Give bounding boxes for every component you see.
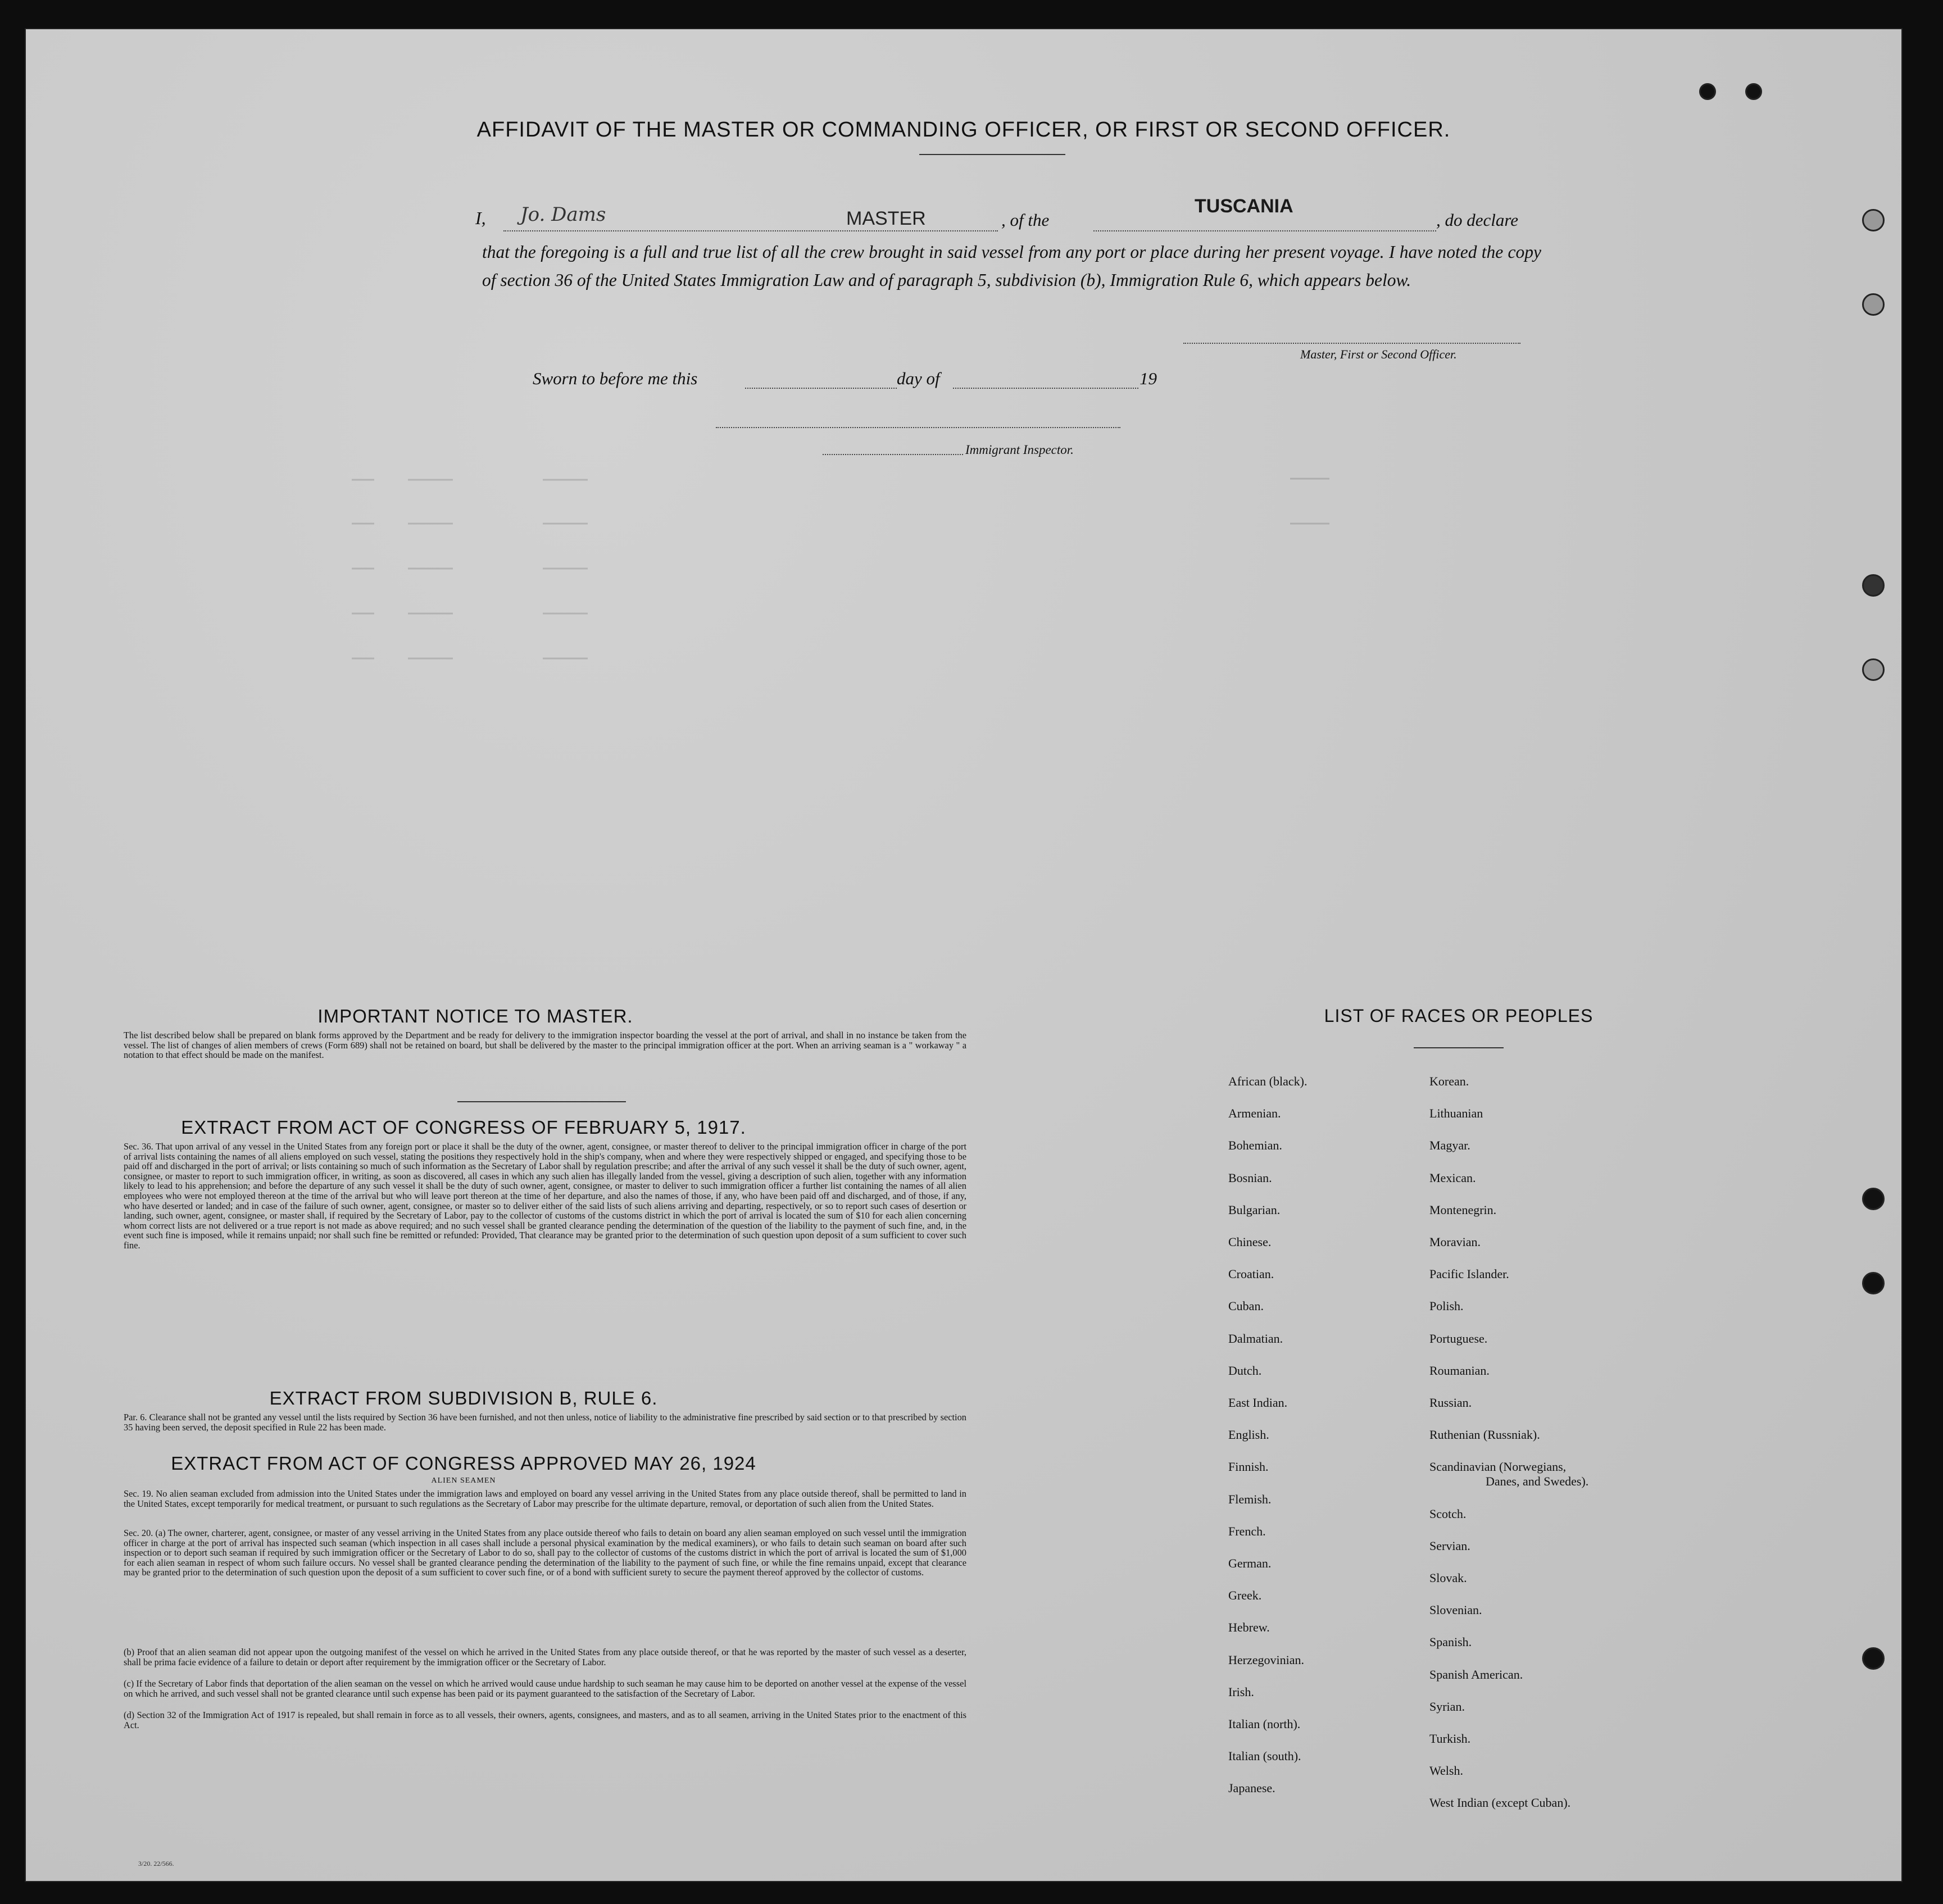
race-item-right: Portuguese. xyxy=(1429,1331,1488,1346)
binder-hole xyxy=(1862,209,1885,231)
binder-hole xyxy=(1745,83,1762,100)
race-item-left: Armenian. xyxy=(1228,1106,1281,1121)
race-item-right: Turkish. xyxy=(1429,1732,1471,1746)
do-declare-label: , do declare xyxy=(1436,210,1519,230)
race-item-left: Japanese. xyxy=(1228,1781,1275,1796)
extract-1917-title: EXTRACT FROM ACT OF CONGRESS OF FEBRUARY 5, 1917. xyxy=(181,1117,746,1138)
extract-1924-sec20a: Sec. 20. (a) The owner, charterer, agent, consignee, or master of any vessel arriving in the United States from any place outside thereof who fails to detain on board any alien seaman employed on such vessel until the immigration officer in charge at the port of arrival has inspected such seaman (which inspection in all cases shall include a personal physical examination by the medical examiners), or who fails to detain such seaman on board after such inspection or to deport such seaman if required by such immigration officer or the Secretary of Labor to do so, shall pay to the collector of customs of the customs district in which the port of arrival is located the sum of $1,000 for each alien seaman in respect of whom such failure occurs. No vessel shall be granted clearance pending the determination of the liability to the payment of such fine, or while the fine remains unpaid, except that clearance may be granted prior to the determination of such question upon the deposit of a sum sufficient to cover such fine, or of a bond with sufficient surety to secure the payment thereof approved by the collector of customs. xyxy=(124,1528,966,1578)
binder-hole xyxy=(1862,1272,1885,1294)
race-item-right: Scotch. xyxy=(1429,1506,1467,1521)
race-item-left: Dutch. xyxy=(1228,1363,1262,1378)
sworn-day-line xyxy=(745,388,897,389)
race-item-right: Scandinavian (Norwegians, xyxy=(1429,1460,1567,1474)
binder-hole xyxy=(1862,658,1885,681)
signer-caption: Master, First or Second Officer. xyxy=(1300,347,1457,361)
inspector-caption: Immigrant Inspector. xyxy=(965,443,1074,457)
inspector-line-upper xyxy=(716,427,1120,428)
race-item-left: Dalmatian. xyxy=(1228,1331,1283,1346)
race-item-left: English. xyxy=(1228,1428,1269,1442)
race-item-right: Syrian. xyxy=(1429,1699,1465,1714)
race-item-right: Lithuanian xyxy=(1429,1106,1483,1121)
race-item-right: Mexican. xyxy=(1429,1170,1476,1185)
race-item-right: Montenegrin. xyxy=(1429,1202,1497,1217)
race-item-right: Ruthenian (Russniak). xyxy=(1429,1428,1540,1442)
race-item-left: East Indian. xyxy=(1228,1396,1288,1410)
binder-hole xyxy=(1862,1647,1885,1670)
vessel-line xyxy=(1093,230,1436,231)
race-item-left: Bulgarian. xyxy=(1228,1202,1281,1217)
race-item-right: Spanish American. xyxy=(1429,1667,1523,1682)
of-the-label: , of the xyxy=(1001,210,1050,230)
extract-rule6-title: EXTRACT FROM SUBDIVISION B, RULE 6. xyxy=(269,1388,658,1408)
extract-1924-sec20b: (b) Proof that an alien seaman did not appear upon the outgoing manifest of the vessel on which he arrived in the United States from any place outside thereof, or that he was reported by the master of such vessel as a deserter, shall be prima facie evidence of a failure to detain or deport after requirement by the immigration officer or the Secretary of Labor. xyxy=(124,1647,966,1667)
race-item-left: Italian (south). xyxy=(1228,1749,1301,1764)
form-code: 3/20. 22/566. xyxy=(138,1860,174,1867)
affidavit-body: that the foregoing is a full and true list of all the crew brought in said vessel from any port or place during her present voyage. I have noted the copy of section 36 of the United States Immigration Law and of paragraph 5, subdivision (b), Immigration Rule 6, which appears below. xyxy=(482,242,1541,290)
race-item-right: Russian. xyxy=(1429,1396,1472,1410)
race-item-right: Moravian. xyxy=(1429,1235,1481,1249)
race-item-left: Bohemian. xyxy=(1228,1138,1282,1153)
race-item-left: Irish. xyxy=(1228,1684,1254,1699)
race-item-left: German. xyxy=(1228,1556,1272,1570)
binder-hole xyxy=(1699,83,1716,100)
race-item-right: Slovak. xyxy=(1429,1571,1467,1585)
race-item-left: Finnish. xyxy=(1228,1460,1269,1474)
extract-1924-title: EXTRACT FROM ACT OF CONGRESS APPROVED MAY 26, 1924 xyxy=(171,1453,756,1474)
name-line xyxy=(503,230,998,231)
day-of-label: day of xyxy=(897,369,940,388)
title-rule xyxy=(919,154,1065,155)
extract-1924-subtitle: ALIEN SEAMEN xyxy=(431,1476,496,1485)
race-item-right: Spanish. xyxy=(1429,1635,1472,1649)
binder-hole xyxy=(1862,1188,1885,1210)
race-item-right: West Indian (except Cuban). xyxy=(1429,1796,1571,1810)
extract-1924-sec20c: (c) If the Secretary of Labor finds that deportation of the alien seaman on the vessel on which he arrived would cause undue hardship to such seaman he may cause him to be deported on another vessel at the expense of the vessel on which he arrived, and such vessel shall not be granted clearance until such expense has been paid or its payment guaranteed to the satisfaction of the Secretary of Labor. xyxy=(124,1678,966,1699)
sworn-month-line xyxy=(953,388,1138,389)
rank-stamp: MASTER xyxy=(846,208,926,229)
extract-1917-body: Sec. 36. That upon arrival of any vessel in the United States from any foreign port or place it shall be the duty of the owner, agent, consignee, or master thereof to deliver to the principal immigration officer in charge of the port of arrival lists containing the names of all aliens employed on such vessel, stating the positions they respectively hold in the ship's company, when and where they were respectively shipped or engaged, and specifying those to be paid off and discharged in the port of arrival; or lists containing so much of such information as the Secretary of Labor shall by regulation prescribe; and after the arrival of any such vessel it shall be the duty of such owner, agent, consignee, or master to report to such immigration officer, in writing, as soon as discovered, all cases in which any such alien has illegally landed from the vessel, giving a description of such alien, together with any information likely to lead to his apprehension; and before the departure of any such vessel it shall be the duty of such owner, agent, consignee, or master to deliver to such immigration officer a further list containing the names of all alien employees who were not employed thereon at the time of the arrival but who will leave port thereon at the time of her departure, and also the names of those, if any, who have been paid off and discharged, and of those, if any, who have deserted or landed; and in case of the failure of such owner, agent, consignee, or master so to deliver either of the said lists of such aliens arriving and departing, respectively, or so to report such cases of desertion or landing, such owner, agent, consignee, or master shall, if required by the Secretary of Labor, pay to the collector of customs of the customs district in which the port of arrival is located the sum of $10 for each alien concerning whom correct lists are not delivered or a true report is not made as above required; and no such vessel shall be granted clearance pending the determination of the question of the liability to the payment of such fine, and, in the event such fine is imposed, while it remains unpaid; nor shall such fine be remitted or refunded: Provided, That clearance may be granted prior to the determination of such question upon deposit of a sum sufficient to cover such fine. xyxy=(124,1141,966,1251)
notice-rule xyxy=(457,1101,626,1102)
race-item-left: Chinese. xyxy=(1228,1235,1272,1249)
races-rule xyxy=(1414,1047,1504,1048)
races-title: LIST OF RACES OR PEOPLES xyxy=(1324,1006,1594,1026)
extract-rule6-body: Par. 6. Clearance shall not be granted any vessel until the lists required by Section 36 have been furnished, and not then unless, notice of liability to the administrative fine prescribed by said section or to that prescribed by section 35 having been served, the deposit specified in Rule 22 has been made. xyxy=(124,1412,966,1433)
master-signature: Jo. Dams xyxy=(520,203,606,226)
race-item-left: Bosnian. xyxy=(1228,1170,1272,1185)
race-item-right: Polish. xyxy=(1429,1299,1464,1314)
race-item-left: Croatian. xyxy=(1228,1267,1274,1282)
inspector-line xyxy=(823,454,963,455)
race-item-left: Greek. xyxy=(1228,1588,1262,1603)
race-item-right: Roumanian. xyxy=(1429,1363,1490,1378)
bleed-through-texture xyxy=(341,473,1886,709)
bleed-through-marks xyxy=(341,473,1886,709)
year-prefix: 19 xyxy=(1140,369,1157,388)
extract-1924-sec20d: (d) Section 32 of the Immigration Act of 1917 is repealed, but shall remain in force as to all vessels, their owners, agents, consignees, and masters, and as to all seamen, arriving in the United States prior to the enactment of this Act. xyxy=(124,1710,966,1730)
race-item-left: Herzegovinian. xyxy=(1228,1652,1304,1667)
signer-line xyxy=(1183,343,1520,344)
race-item-left: Flemish. xyxy=(1228,1492,1272,1506)
race-item-left: Italian (north). xyxy=(1228,1717,1301,1731)
race-item-right: Korean. xyxy=(1429,1074,1469,1088)
extract-1924-sec19: Sec. 19. No alien seaman excluded from admission into the United States under the immigration laws and employed on board any vessel arriving in the United States from any place outside thereof, shall be permitted to land in the United States, except temporarily for medical treatment, or pursuant to such regulations as the Secretary of Labor may prescribe for the ultimate departure, removal, or deportation of such alien from the United States. xyxy=(124,1488,966,1509)
binder-hole xyxy=(1862,574,1885,597)
race-item-right: Welsh. xyxy=(1429,1764,1463,1778)
race-item-left: Hebrew. xyxy=(1228,1620,1270,1635)
race-item-left: African (black). xyxy=(1228,1074,1308,1088)
race-item-right: Pacific Islander. xyxy=(1429,1267,1509,1282)
race-item-right: Danes, and Swedes). xyxy=(1486,1474,1589,1489)
race-item-left: Cuban. xyxy=(1228,1299,1264,1314)
affidavit-title: AFFIDAVIT OF THE MASTER OR COMMANDING OFFICER, OR FIRST OR SECOND OFFICER. xyxy=(476,118,1451,142)
document-page xyxy=(26,29,1901,1881)
binder-hole xyxy=(1862,293,1885,316)
vessel-name-stamp: TUSCANIA xyxy=(1195,196,1293,217)
notice-title: IMPORTANT NOTICE TO MASTER. xyxy=(317,1006,633,1026)
sworn-label: Sworn to before me this xyxy=(533,369,698,388)
notice-body: The list described below shall be prepared on blank forms approved by the Department and be ready for delivery to the immigration inspector boarding the vessel at the port of arrival, and shall in no instance be taken from the vessel. The list of changes of alien members of crews (Form 689) shall not be retained on board, but shall be delivered by the master to the principal immigration officer at the port. When an arriving seaman is a " workaway " a notation to that effect should be made on the manifest. xyxy=(124,1030,966,1061)
affidavit-i-label: I, xyxy=(475,208,486,228)
race-item-right: Servian. xyxy=(1429,1538,1470,1553)
race-item-right: Slovenian. xyxy=(1429,1603,1482,1617)
race-item-right: Magyar. xyxy=(1429,1138,1470,1153)
race-item-left: French. xyxy=(1228,1524,1266,1538)
